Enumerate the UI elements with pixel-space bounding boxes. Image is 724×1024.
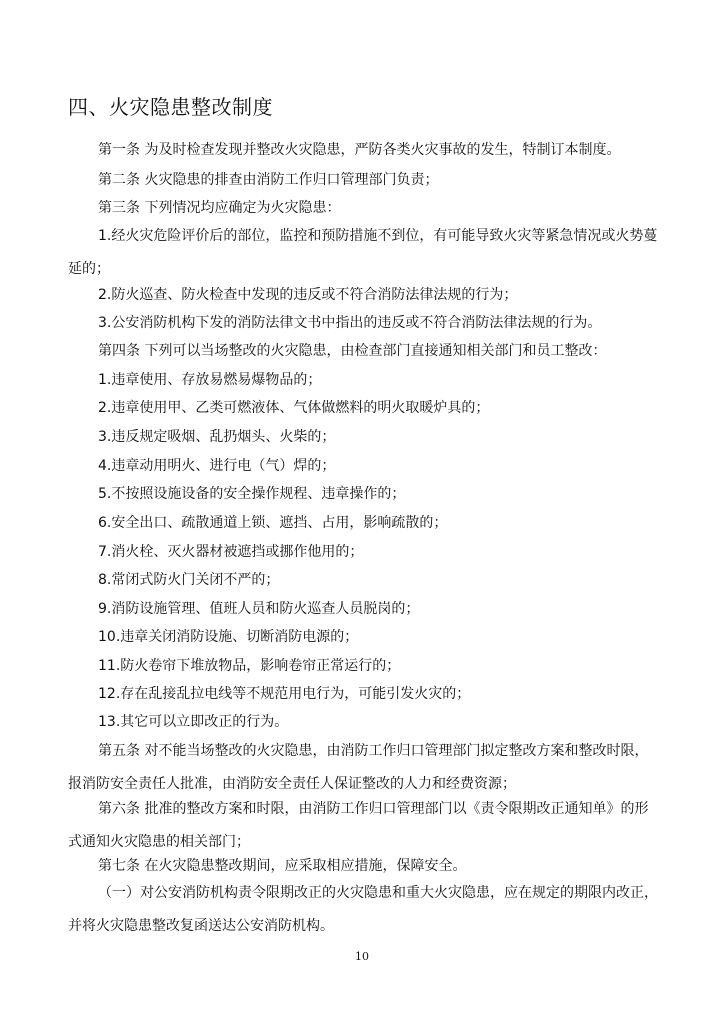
article-6: 第六条 批准的整改方案和时限，由消防工作归口管理部门以《责令限期改正通知单》的形式通知火灾隐患的相关部门； xyxy=(68,801,649,850)
article-4-item-6: 6.安全出口、疏散通道上锁、遮挡、占用，影响疏散的； xyxy=(98,515,448,531)
article-4-item-13: 13.其它可以立即改正的行为。 xyxy=(98,714,289,730)
article-4-item-11: 11.防火卷帘下堆放物品，影响卷帘正常运行的； xyxy=(98,658,401,674)
article-4-item-9: 9.消防设施管理、值班人员和防火巡查人员脱岗的； xyxy=(98,601,420,617)
section-heading: 四、火灾隐患整改制度 xyxy=(68,95,273,119)
article-4-item-4: 4.违章动用明火、进行电（气）焊的； xyxy=(98,458,336,474)
article-7-item-1: （一）对公安消防机构责令限期改正的火灾隐患和重大火灾隐患，应在规定的期限内改正，并将火灾隐患整改复函送达公安消防机构。 xyxy=(68,885,658,934)
article-3-item-2: 2.防火巡查、防火检查中发现的违反或不符合消防法律法规的行为； xyxy=(98,287,518,303)
article-7: 第七条 在火灾隐患整改期间，应采取相应措施，保障安全。 xyxy=(98,858,467,874)
article-4-item-1: 1.违章使用、存放易燃易爆物品的； xyxy=(98,372,322,388)
article-4-item-5: 5.不按照设施设备的安全操作规程、违章操作的； xyxy=(98,486,406,502)
article-4-item-10: 10.违章关闭消防设施、切断消防电源的； xyxy=(98,629,359,645)
article-4-item-3: 3.违反规定吸烟、乱扔烟头、火柴的； xyxy=(98,429,336,445)
article-4-item-2: 2.违章使用甲、乙类可燃液体、气体做燃料的明火取暖炉具的； xyxy=(98,400,490,416)
article-4-item-7: 7.消火栓、灭火器材被遮挡或挪作他用的； xyxy=(98,544,364,560)
article-5: 第五条 对不能当场整改的火灾隐患，由消防工作归口管理部门拟定整改方案和整改时限，报消防安全责任人批准，由消防安全责任人保证整改的人力和经费资源； xyxy=(68,743,649,792)
article-2: 第二条 火灾隐患的排查由消防工作归口管理部门负责； xyxy=(98,172,439,188)
article-4-item-8: 8.常闭式防火门关闭不严的； xyxy=(98,572,280,588)
article-4: 第四条 下列可以当场整改的火灾隐患，由检查部门直接通知相关部门和员工整改： xyxy=(98,343,607,359)
article-3-item-3: 3.公安消防机构下发的消防法律文书中指出的违反或不符合消防法律法规的行为。 xyxy=(98,315,602,331)
article-1: 第一条 为及时检查发现并整改火灾隐患，严防各类火灾事故的发生，特制订本制度。 xyxy=(98,142,621,158)
page-number: 10 xyxy=(355,950,369,963)
article-4-item-12: 12.存在乱接乱拉电线等不规范用电行为，可能引发火灾的； xyxy=(98,686,471,702)
article-3: 第三条 下列情况均应确定为火灾隐患： xyxy=(98,200,341,216)
article-3-item-1: 1.经火灾危险评价后的部位，监控和预防措施不到位，有可能导致火灾等紧急情况或火势蔓延的； xyxy=(68,228,658,277)
